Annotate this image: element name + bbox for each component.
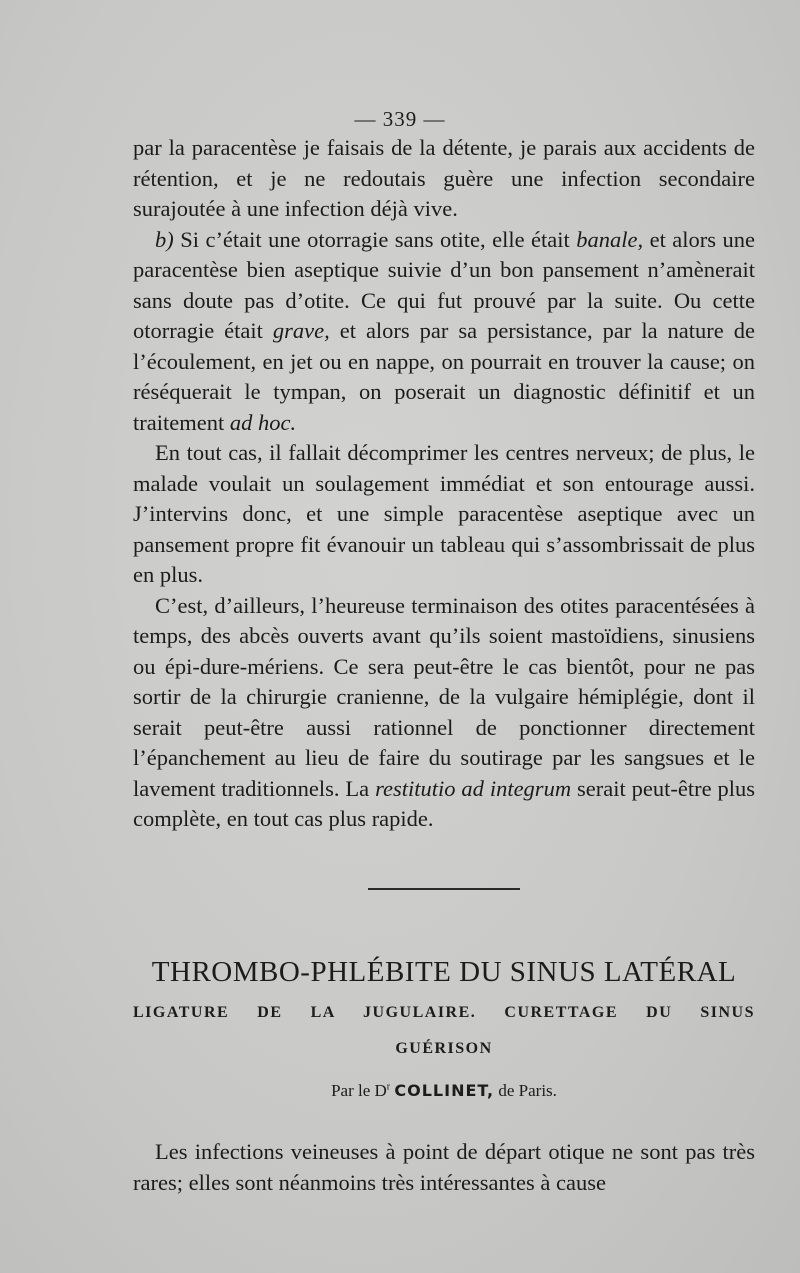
paragraph-3 [133,438,755,591]
byline-prefix: Par le D [331,1081,387,1100]
paragraph-2-part-3: banale, [576,226,644,252]
article-title: THROMBO-PHLÉBITE DU SINUS LATÉRAL [151,956,737,988]
paragraph-1 [133,133,755,225]
paragraph-4 [133,591,755,835]
byline-sup: r [386,1081,391,1093]
paragraph-2-part-1: b) [155,226,174,252]
article-subtitle-line-1: LIGATURE DE LA JUGULAIRE. CURETTAGE DU SINUS [133,1004,755,1021]
author-name: COLLINET, [394,1081,495,1100]
paragraph-2-part-5: grave, [272,318,330,343]
paragraph-4-part-2: restitutio ad integrum [375,775,572,801]
paragraph-2 [133,225,755,439]
paragraph-2-part-6: et alors par sa persistance, par la nature de l’écoulement, en jet ou en nappe, on pourrait en trouver la cause; on réséquerait le tympan, on poserait un diagnostic définitif et un traitement [133,318,755,435]
paragraph-1-text: par la paracentèse je faisais de la détente, je parais aux accidents de rétention, et je ne redoutais guère une infection secondaire surajoutée à une infection déjà vive. [133,135,755,221]
paragraph-2-part-4: et alors une paracentèse bien aseptique suivie d’un bon pansement n’amènerait sans doute pas d’otite. Ce qui fut prouvé par la suite. Ou cette otorragie était [133,226,755,343]
paragraph-2-part-2: Si c’était une otorragie sans otite, elle était [173,226,577,252]
byline [133,1081,755,1101]
article-subtitle-line-2: GUÉRISON [395,1040,493,1057]
page-number: — 339 — [354,107,446,131]
article-paragraph-1: Les infections veineuses à point de départ otique ne sont pas très rares; elles sont néanmoins très intéressantes à cause [133,1139,755,1195]
section-divider [368,888,520,890]
paragraph-3-text: En tout cas, il fallait décomprimer les centres nerveux; de plus, le malade voulait un soulagement immédiat et son entourage aussi. J’intervins donc, et une simple paracentèse aseptique avec un pansement propre fit évanouir un tableau qui s’assombrissait de plus en plus. [133,440,755,587]
paragraph-2-part-7: ad hoc. [229,409,297,435]
byline-suffix: de Paris. [494,1081,557,1100]
article-body [133,1137,755,1198]
paragraph-4-part-1: C’est, d’ailleurs, l’heureuse terminaison des otites paracentésées à temps, des abcès ouverts avant qu’ils soient mastoïdiens, sinusiens ou épi-dure-mériens. Ce sera peut-être le cas bientôt, pour ne pas sortir de la chirurgie cranienne, de la vulgaire hémiplégie, dont il serait peut-être aussi rationnel de ponctionner directement l’épanchement au lieu de faire du soutirage par les sangsues et le lavement traditionnels. La [133,592,755,801]
previous-article-conclusion [133,133,755,835]
paragraph-4-part-3: serait peut-être plus complète, en tout cas plus rapide. [133,775,755,831]
